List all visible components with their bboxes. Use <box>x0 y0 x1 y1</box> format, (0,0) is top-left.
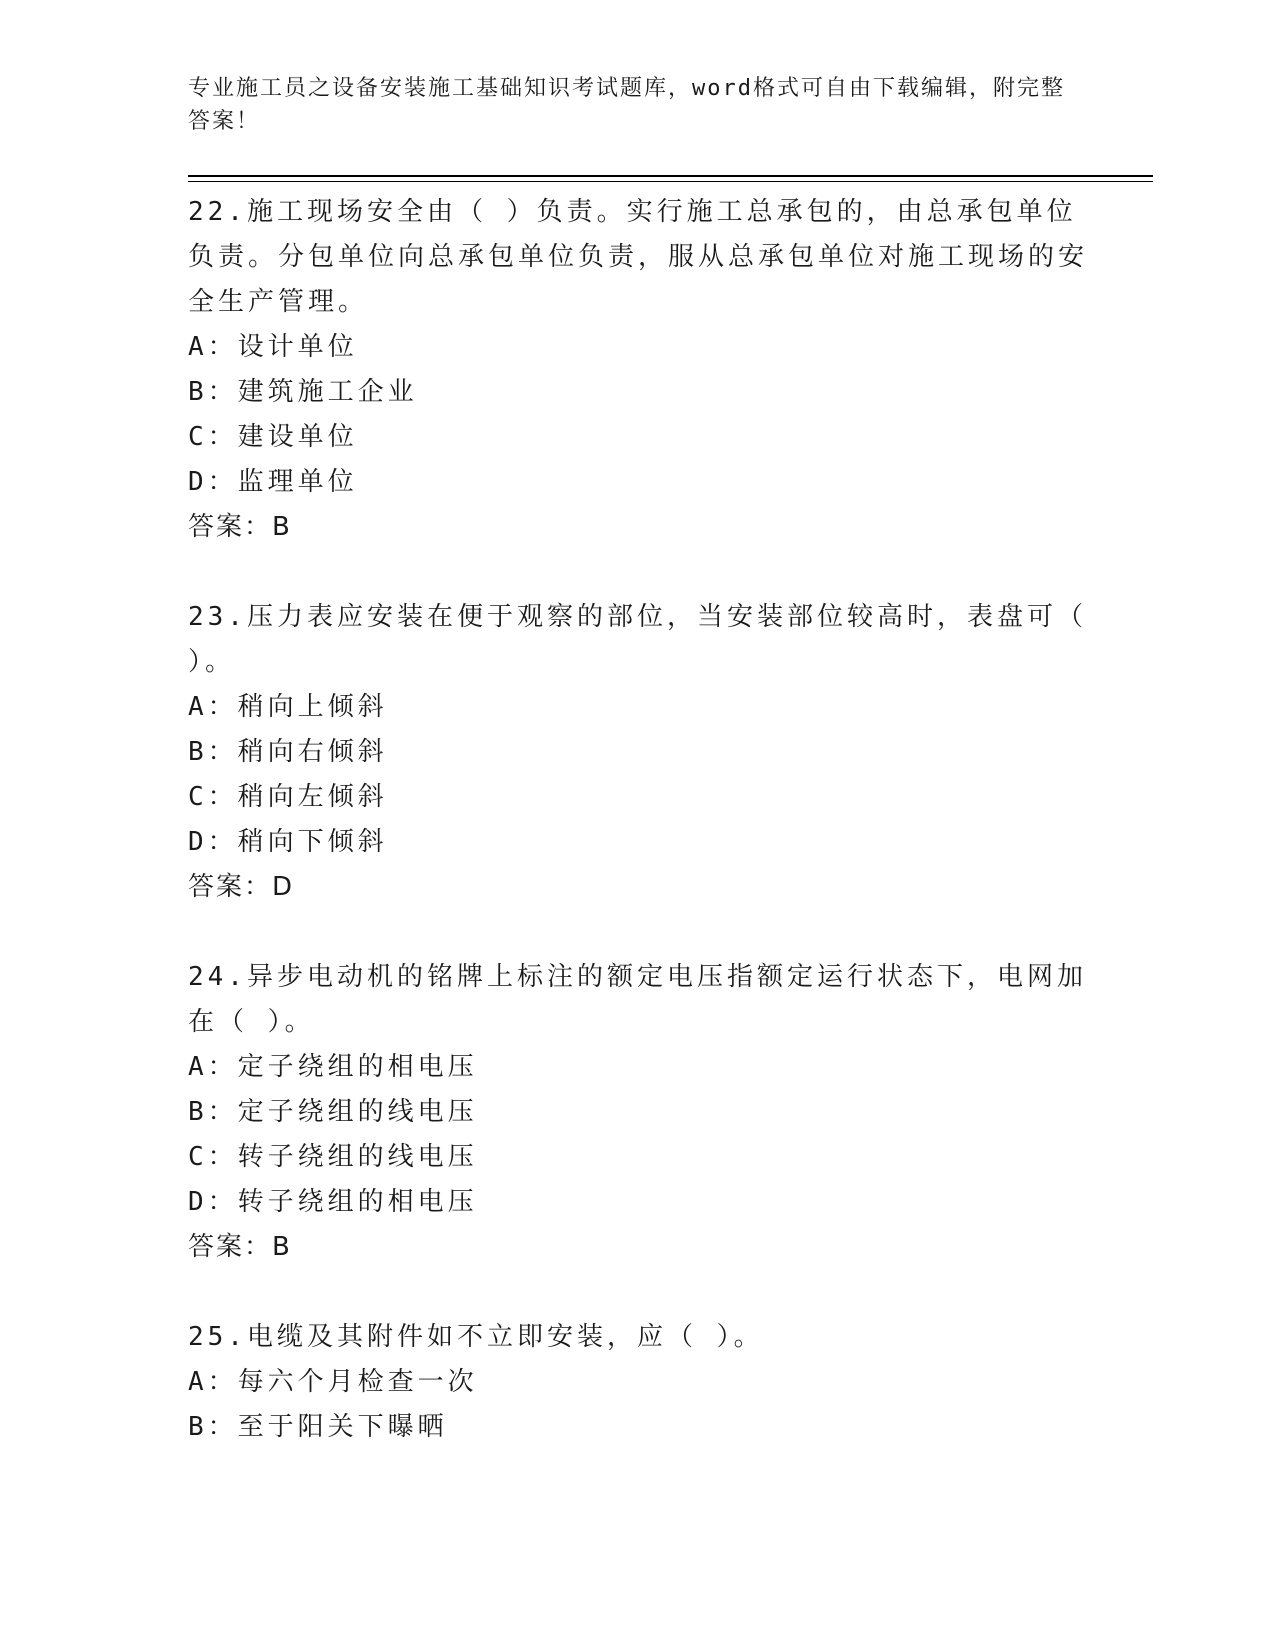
document-header: 专业施工员之设备安装施工基础知识考试题库，word格式可自由下载编辑，附完整答案！ <box>188 76 1065 134</box>
answer-line: 答案：B <box>188 512 292 542</box>
question-list <box>188 190 1088 1495</box>
question-stem: 25.电缆及其附件如不立即安装，应（ ）。 <box>188 1322 764 1352</box>
option-a: A：稍向上倾斜 <box>188 692 388 722</box>
option-c: C：转子绕组的线电压 <box>188 1142 478 1172</box>
header-divider-thin <box>188 181 1153 182</box>
option-b: B：稍向右倾斜 <box>188 737 388 767</box>
question-stem: 23.压力表应安装在便于观察的部位，当安装部位较高时，表盘可（ ）。 <box>188 602 1087 677</box>
answer-line: 答案：B <box>188 1232 292 1262</box>
question-stem: 22.施工现场安全由（ ）负责。实行施工总承包的，由总承包单位负责。分包单位向总承包单位负责，服从总承包单位对施工现场的安全生产管理。 <box>188 197 1089 317</box>
option-b: B：至于阳关下曝晒 <box>188 1412 448 1442</box>
answer-line: 答案：D <box>188 872 295 902</box>
option-c: C：稍向左倾斜 <box>188 782 388 812</box>
option-a: A：设计单位 <box>188 332 358 362</box>
question-24 <box>188 955 1088 1270</box>
option-b: B：建筑施工企业 <box>188 377 418 407</box>
question-23 <box>188 595 1088 910</box>
option-a: A：每六个月检查一次 <box>188 1367 478 1397</box>
question-22 <box>188 190 1088 550</box>
option-a: A：定子绕组的相电压 <box>188 1052 478 1082</box>
option-d: D：监理单位 <box>188 467 358 497</box>
option-b: B：定子绕组的线电压 <box>188 1097 478 1127</box>
question-stem: 24.异步电动机的铭牌上标注的额定电压指额定运行状态下，电网加在（ ）。 <box>188 962 1087 1037</box>
header-divider-thick <box>188 175 1153 177</box>
option-c: C：建设单位 <box>188 422 358 452</box>
option-d: D：稍向下倾斜 <box>188 827 388 857</box>
question-25 <box>188 1315 1088 1450</box>
option-d: D：转子绕组的相电压 <box>188 1187 478 1217</box>
